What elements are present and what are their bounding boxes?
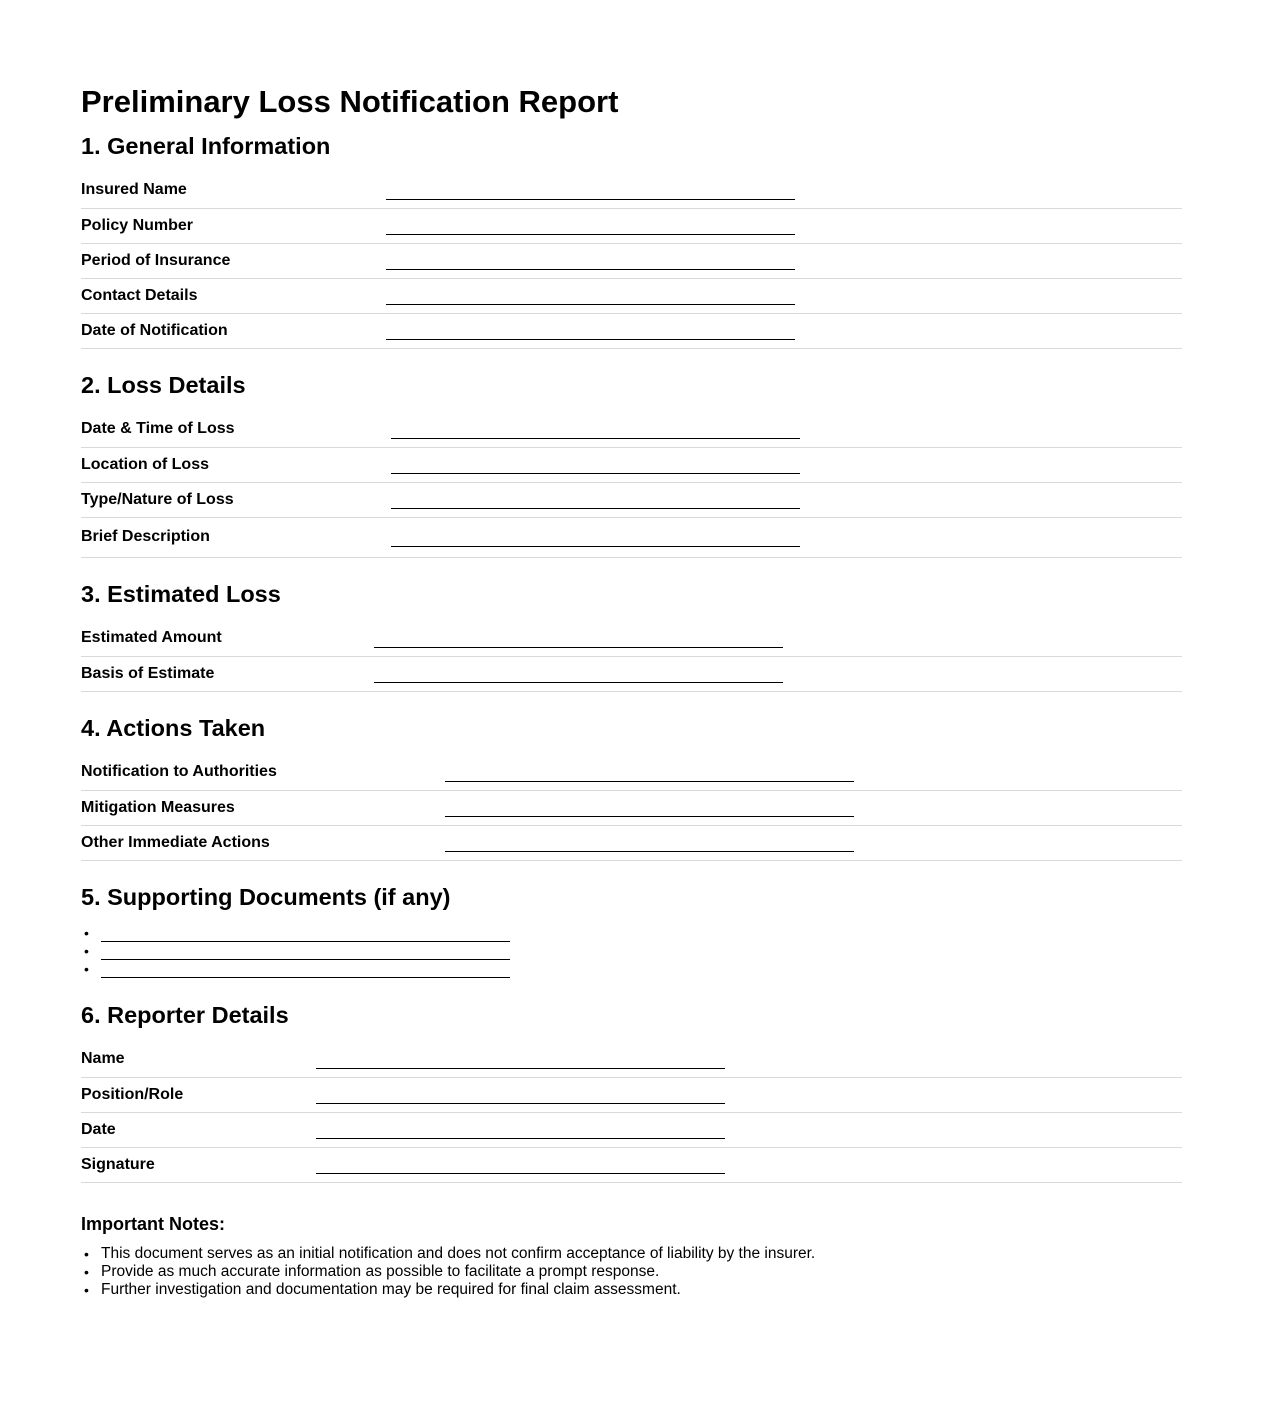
note-text: Further investigation and documentation may be required for final claim assessment.	[101, 1281, 681, 1298]
section-supporting-documents	[81, 882, 1182, 980]
brief-description-field[interactable]	[391, 528, 800, 547]
field-row	[81, 755, 1182, 790]
section-general-information	[81, 131, 1182, 349]
field-row	[81, 790, 1182, 825]
field-label: Date & Time of Loss	[81, 412, 391, 447]
field-label: Notification to Authorities	[81, 755, 445, 790]
bullet-icon: •	[84, 1264, 89, 1280]
field-label: Other Immediate Actions	[81, 825, 445, 860]
notification-to-authorities-field[interactable]	[445, 763, 854, 782]
field-label: Contact Details	[81, 278, 386, 313]
field-label: Basis of Estimate	[81, 656, 374, 691]
field-row	[81, 313, 1182, 348]
section-actions-taken	[81, 713, 1182, 861]
field-label: Type/Nature of Loss	[81, 482, 391, 517]
bullet-icon: •	[84, 925, 89, 941]
other-immediate-actions-field[interactable]	[445, 833, 854, 852]
list-item	[81, 962, 1182, 980]
field-row	[81, 208, 1182, 243]
field-row	[81, 656, 1182, 691]
period-of-insurance-field[interactable]	[386, 251, 795, 270]
section-heading: 1. General Information	[81, 133, 331, 159]
type-nature-of-loss-field[interactable]	[391, 490, 800, 509]
field-row	[81, 825, 1182, 860]
note-text: This document serves as an initial notification and does not confirm acceptance of liability by the insurer.	[101, 1245, 816, 1262]
fields-table	[81, 412, 1182, 558]
bullet-icon: •	[84, 961, 89, 977]
reporter-name-field[interactable]	[316, 1050, 725, 1069]
list-item	[81, 926, 1182, 944]
field-label: Brief Description	[81, 517, 391, 557]
section-heading: 2. Loss Details	[81, 372, 246, 398]
field-row	[81, 517, 1182, 557]
basis-of-estimate-field[interactable]	[374, 664, 783, 683]
notes-heading: Important Notes:	[81, 1214, 225, 1234]
estimated-amount-field[interactable]	[374, 629, 783, 648]
field-row	[81, 1112, 1182, 1147]
page-title: Preliminary Loss Notification Report	[81, 84, 619, 119]
field-label: Mitigation Measures	[81, 790, 445, 825]
documents-list	[81, 926, 1182, 980]
section-heading: 3. Estimated Loss	[81, 581, 281, 607]
fields-table	[81, 755, 1182, 861]
list-item	[81, 944, 1182, 962]
bullet-icon: •	[84, 1282, 89, 1298]
important-notes	[81, 1212, 1182, 1299]
field-label: Policy Number	[81, 208, 386, 243]
list-item	[81, 1245, 1182, 1263]
section-heading: 5. Supporting Documents (if any)	[81, 884, 451, 910]
location-of-loss-field[interactable]	[391, 455, 800, 474]
field-label: Name	[81, 1042, 316, 1077]
document-entry-field[interactable]	[101, 944, 510, 960]
note-text: Provide as much accurate information as possible to facilitate a prompt response.	[101, 1263, 660, 1280]
field-label: Estimated Amount	[81, 621, 374, 656]
document-entry-field[interactable]	[101, 962, 510, 978]
mitigation-measures-field[interactable]	[445, 798, 854, 817]
field-row	[81, 1147, 1182, 1182]
insured-name-field[interactable]	[386, 181, 795, 200]
signature-field[interactable]	[316, 1155, 725, 1174]
field-label: Location of Loss	[81, 447, 391, 482]
notes-list	[81, 1245, 1182, 1299]
fields-table	[81, 173, 1182, 349]
section-loss-details	[81, 370, 1182, 558]
date-field[interactable]	[316, 1120, 725, 1139]
section-heading: 6. Reporter Details	[81, 1002, 289, 1028]
bullet-icon: •	[84, 943, 89, 959]
document-entry-field[interactable]	[101, 926, 510, 942]
policy-number-field[interactable]	[386, 216, 795, 235]
field-label: Date of Notification	[81, 313, 386, 348]
field-row	[81, 1042, 1182, 1077]
field-label: Insured Name	[81, 173, 386, 208]
field-row	[81, 621, 1182, 656]
fields-table	[81, 621, 1182, 692]
field-row	[81, 278, 1182, 313]
field-label: Date	[81, 1112, 316, 1147]
field-row	[81, 173, 1182, 208]
position-role-field[interactable]	[316, 1085, 725, 1104]
section-reporter-details	[81, 1000, 1182, 1183]
list-item	[81, 1263, 1182, 1281]
bullet-icon: •	[84, 1246, 89, 1262]
section-heading: 4. Actions Taken	[81, 715, 266, 741]
list-item	[81, 1281, 1182, 1299]
field-label: Position/Role	[81, 1077, 316, 1112]
field-row	[81, 243, 1182, 278]
field-row	[81, 412, 1182, 447]
field-label: Signature	[81, 1147, 316, 1182]
field-label: Period of Insurance	[81, 243, 386, 278]
date-time-of-loss-field[interactable]	[391, 420, 800, 439]
field-row	[81, 1077, 1182, 1112]
field-row	[81, 447, 1182, 482]
fields-table	[81, 1042, 1182, 1183]
section-estimated-loss	[81, 579, 1182, 692]
contact-details-field[interactable]	[386, 286, 795, 305]
field-row	[81, 482, 1182, 517]
date-of-notification-field[interactable]	[386, 321, 795, 340]
